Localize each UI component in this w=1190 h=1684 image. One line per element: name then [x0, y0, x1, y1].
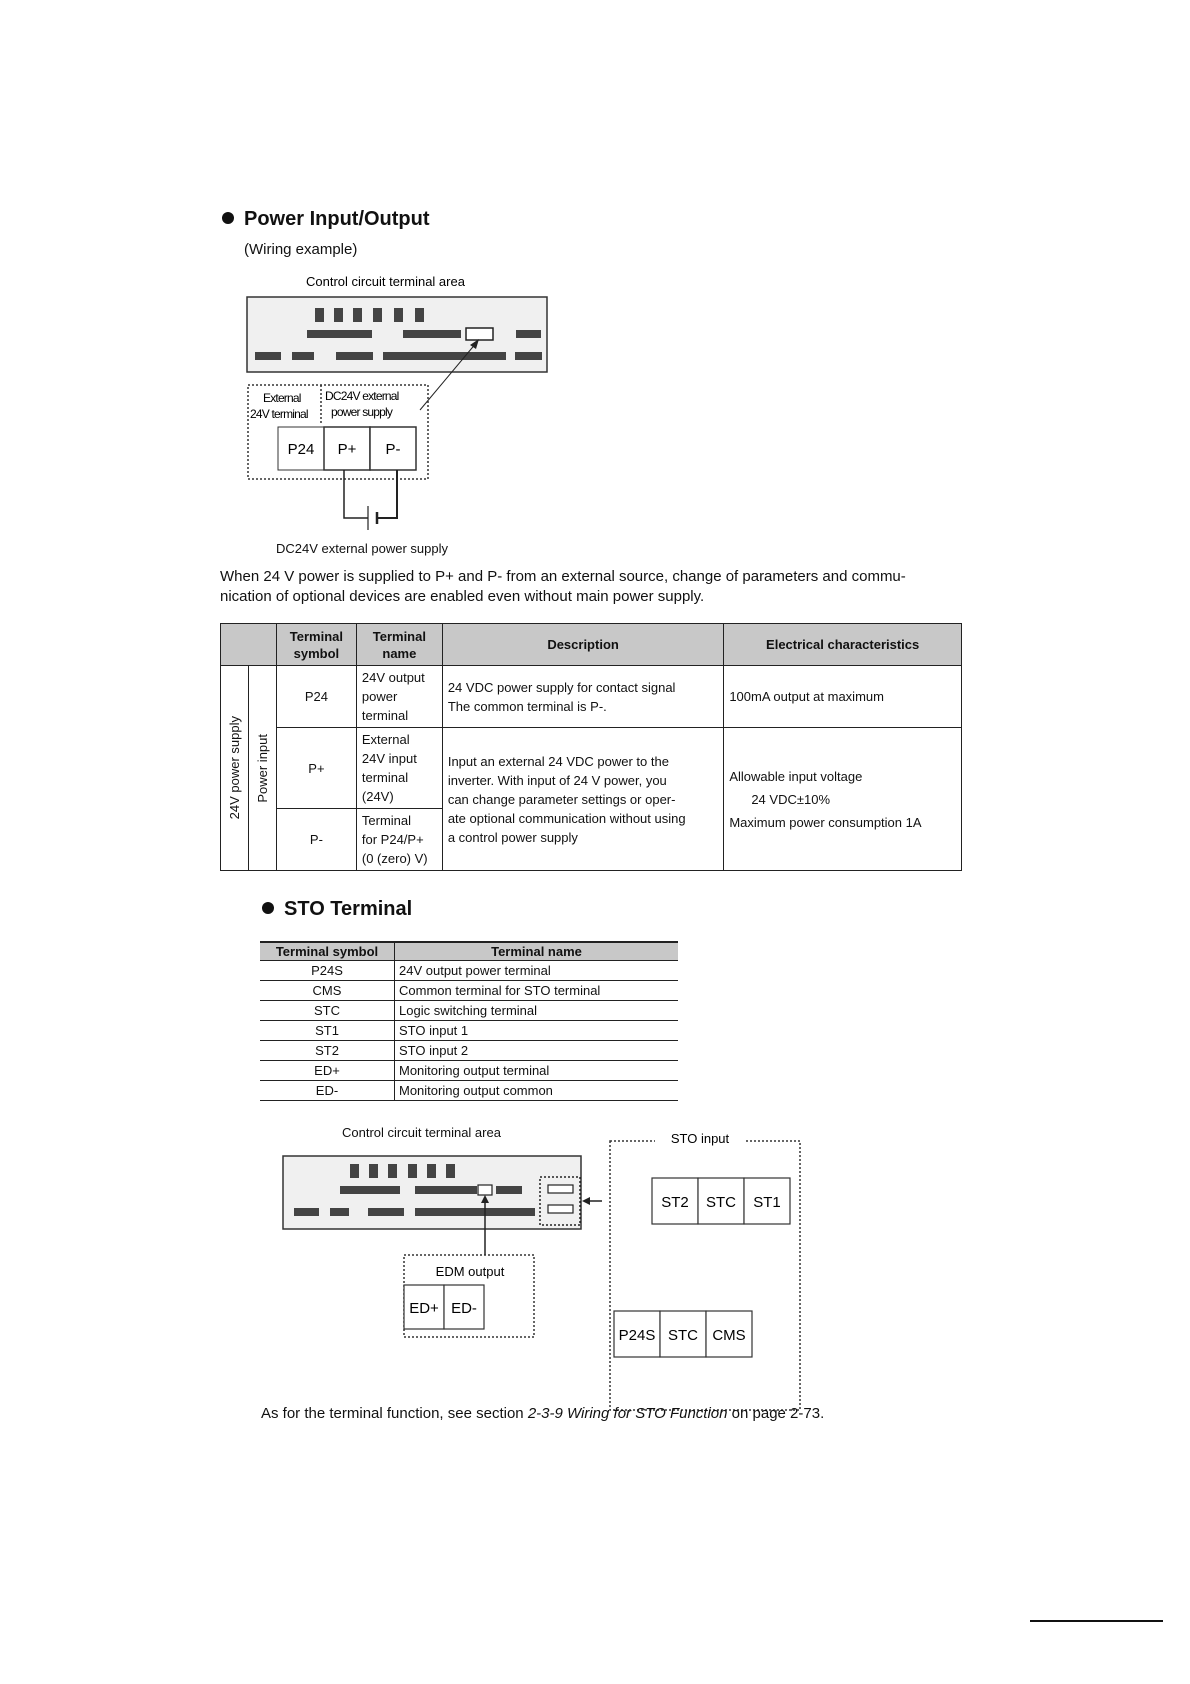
table-row	[260, 1021, 678, 1041]
pminus-label: P-	[385, 441, 401, 458]
sto-header-symbol: Terminal symbol	[260, 942, 395, 961]
sto-name-cell: Common terminal for STO terminal	[395, 981, 679, 1001]
sto-wiring-diagram	[280, 1125, 800, 1425]
sto-section-title	[262, 898, 412, 921]
power-terminal-highlight	[466, 328, 493, 340]
edplus-label: ED+	[409, 1300, 439, 1317]
power-paragraph-line-1: When 24 V power is supplied to P+ and P- from an external source, change of parameters and commu-	[220, 568, 906, 585]
table-row	[260, 961, 678, 981]
dc24v-label-1: DC24V external	[325, 389, 399, 403]
footer-suffix: on page 2-73.	[727, 1405, 825, 1422]
st2-label: ST2	[661, 1194, 689, 1211]
cms-label: CMS	[712, 1327, 746, 1344]
p24-label: P24	[287, 441, 315, 458]
header-terminal-name: Terminal name	[356, 624, 442, 666]
edm-terminal-highlight	[478, 1185, 492, 1195]
footer-section-link: 2-3-9 Wiring for STO Function	[527, 1405, 728, 1422]
st1-label: ST1	[753, 1194, 781, 1211]
sto-name-cell: 24V output power terminal	[395, 961, 679, 981]
sto-name-cell: Monitoring output terminal	[395, 1061, 679, 1081]
pminus-symbol: P-	[276, 809, 356, 871]
pplus-label: P+	[337, 441, 357, 458]
edm-label: EDM output	[435, 1264, 505, 1279]
sto-name-cell: STO input 2	[395, 1041, 679, 1061]
power-section-title	[222, 208, 430, 231]
page-footer-rule	[1030, 1620, 1163, 1622]
sto-footer-note	[261, 1404, 824, 1424]
footer-prefix: As for the terminal function, see section	[261, 1405, 528, 1422]
p24s-label: P24S	[618, 1327, 656, 1344]
subgroup-label: Power input	[254, 733, 270, 803]
dc24v-label-2: power supply	[331, 405, 393, 419]
table-row	[260, 1001, 678, 1021]
sto-terminal-table	[260, 941, 678, 1101]
table-row	[260, 981, 678, 1001]
pplus-symbol: P+	[276, 728, 356, 809]
control-area-label: Control circuit terminal area	[306, 274, 465, 289]
power-terminal-table	[220, 623, 962, 871]
sto-symbol-cell: CMS	[260, 981, 395, 1001]
stc-bottom-label: STC	[668, 1327, 698, 1344]
dc24v-supply-label: DC24V external power supply	[276, 541, 448, 556]
sto-name-cell: STO input 1	[395, 1021, 679, 1041]
header-terminal-symbol: Terminal symbol	[276, 624, 356, 666]
sto-symbol-cell: ED+	[260, 1061, 395, 1081]
sto-symbol-cell: P24S	[260, 961, 395, 981]
sto-symbol-cell: ED-	[260, 1081, 395, 1101]
wiring-example-label: (Wiring example)	[244, 241, 358, 258]
power-wiring-diagram	[240, 290, 560, 560]
table-header-row	[221, 624, 962, 666]
subgroup-cell	[248, 666, 276, 871]
table-row	[260, 1041, 678, 1061]
stc-top-label: STC	[706, 1194, 736, 1211]
group-cell	[221, 666, 249, 871]
power-paragraph	[220, 567, 980, 607]
p24-name: 24V output power terminal	[356, 666, 442, 728]
external-label-2: 24V terminal	[250, 407, 308, 421]
pplus-name: External 24V input terminal (24V)	[356, 728, 442, 809]
sto-title-text: STO Terminal	[284, 898, 413, 920]
table-row	[260, 1081, 678, 1101]
p24-description: 24 VDC power supply for contact signal The common terminal is P-.	[442, 666, 724, 728]
pminus-name: Terminal for P24/P+ (0 (zero) V)	[356, 809, 442, 871]
sto-control-area-label: Control circuit terminal area	[342, 1125, 501, 1140]
shared-electrical: Allowable input voltage 24 VDC±10% Maximum power consumption 1A	[724, 728, 962, 871]
sto-input-label: STO input	[670, 1131, 730, 1146]
p24-symbol: P24	[276, 666, 356, 728]
sto-symbol-cell: STC	[260, 1001, 395, 1021]
sto-symbol-cell: ST2	[260, 1041, 395, 1061]
table-row	[221, 666, 962, 728]
sto-symbol-cell: ST1	[260, 1021, 395, 1041]
group-label: 24V power supply	[226, 716, 242, 820]
wire-pplus	[344, 470, 368, 518]
table-row	[221, 728, 962, 809]
bullet-icon	[262, 902, 274, 914]
header-description: Description	[442, 624, 724, 666]
external-label-1: External	[263, 391, 301, 405]
table-row	[260, 1061, 678, 1081]
power-title-text: Power Input/Output	[244, 208, 430, 230]
bullet-icon	[222, 212, 234, 224]
sto-name-cell: Monitoring output common	[395, 1081, 679, 1101]
wire-pminus	[377, 470, 397, 518]
p24-electrical: 100mA output at maximum	[724, 666, 962, 728]
sto-header-name: Terminal name	[395, 942, 679, 961]
sto-name-cell: Logic switching terminal	[395, 1001, 679, 1021]
header-electrical: Electrical characteristics	[724, 624, 962, 666]
shared-description: Input an external 24 VDC power to the inverter. With input of 24 V power, you can change parameter settings or oper- ate optional communication without using a control power supply	[442, 728, 724, 871]
sto-arrow-head-icon	[582, 1197, 590, 1205]
power-paragraph-line-2: nication of optional devices are enabled even without main power supply.	[220, 588, 705, 605]
power-diagram-top-label	[240, 268, 465, 292]
edminus-label: ED-	[451, 1300, 477, 1317]
